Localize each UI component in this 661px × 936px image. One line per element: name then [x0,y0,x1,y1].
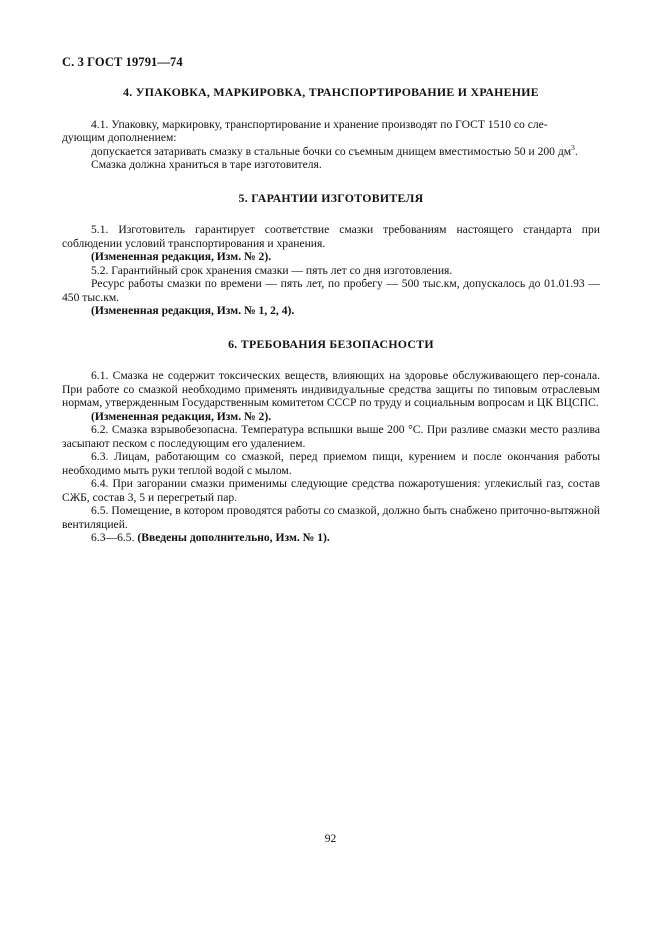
paragraph-6-5: 6.5. Помещение, в котором проводятся работы со смазкой, должно быть снабжено приточно-вытяжной вентиляцией. [62,504,600,531]
section-packaging [62,86,600,172]
paragraph-4-1-addition: допускается затаривать смазку в стальные бочки со съемным днищем вместимостью 50 и 200 $дм^3$. [91,142,578,158]
running-head: С. 3 ГОСТ 19791—74 [62,55,183,69]
paragraph-6-3-6-5 [62,531,600,545]
section-title: 4. УПАКОВКА, МАРКИРОВКА, ТРАНСПОРТИРОВАНИЕ И ХРАНЕНИЕ [123,85,539,99]
paragraph-5-2: 5.2. Гарантийный срок хранения смазки — пять лет со дня изготовления. [91,263,453,277]
amendment-note: (Измененная редакция, Изм. № 2). [91,250,272,263]
document-body [62,86,600,545]
page-number: 92 [324,832,337,845]
paragraph-6-1: 6.1. Смазка не содержит токсических веществ, влияющих на здоровье обслуживающего пер-сонала. При работе со смазкой необходимо применять индивидуальные средства защиты по типовым отраслевым нормам, утвержденным Государственным комитетом СССР по труду и социальным вопросам и ЦК ВЦСПС. [62,369,600,409]
paragraph-6-2: 6.2. Смазка взрывобезопасна. Температура вспышки выше 200 °С. При разливе смазки место разлива засыпают песком с последующим его удалением. [62,423,600,450]
amendment-note: (Измененная редакция, Изм. № 1, 2, 4). [91,304,295,317]
paragraph-4-1: 4.1. Упаковку, маркировку, транспортирование и хранение производят по ГОСТ 1510 со сле- дующим дополнением: [62,117,548,144]
amendment-note: (Введены дополнительно, Изм. № 1). [137,531,330,544]
paragraph-5-1: 5.1. Изготовитель гарантирует соответствие смазки требованиям настоящего стандарта при соблюдении условий транспортирования и хранения. [62,223,600,250]
clause-range: 6.3—6.5. [91,531,135,544]
section-title: 6. ТРЕБОВАНИЯ БЕЗОПАСНОСТИ [228,336,434,351]
section-warranty [62,192,600,318]
section-title: 5. ГАРАНТИИ ИЗГОТОВИТЕЛЯ [238,190,424,205]
section-safety [62,338,600,545]
paragraph-resource: Ресурс работы смазки по времени — пять лет, по пробегу — 500 тыс.км, допускалось до 01.01.93 — 450 тыс.км. [62,277,600,304]
paragraph-6-4: 6.4. При загорании смазки применимы следующие средства пожаротушения: углекислый газ, состав СЖБ, состав 3, 5 и перегретый пар. [62,477,600,504]
amendment-note: (Измененная редакция, Изм. № 2). [91,409,272,423]
paragraph-6-3: 6.3. Лицам, работающим со смазкой, перед приемом пищи, курением и после окончания работы необходимо мыть руки теплой водой с мылом. [62,450,600,477]
paragraph-storage: Смазка должна храниться в таре изготовителя. [91,158,322,171]
